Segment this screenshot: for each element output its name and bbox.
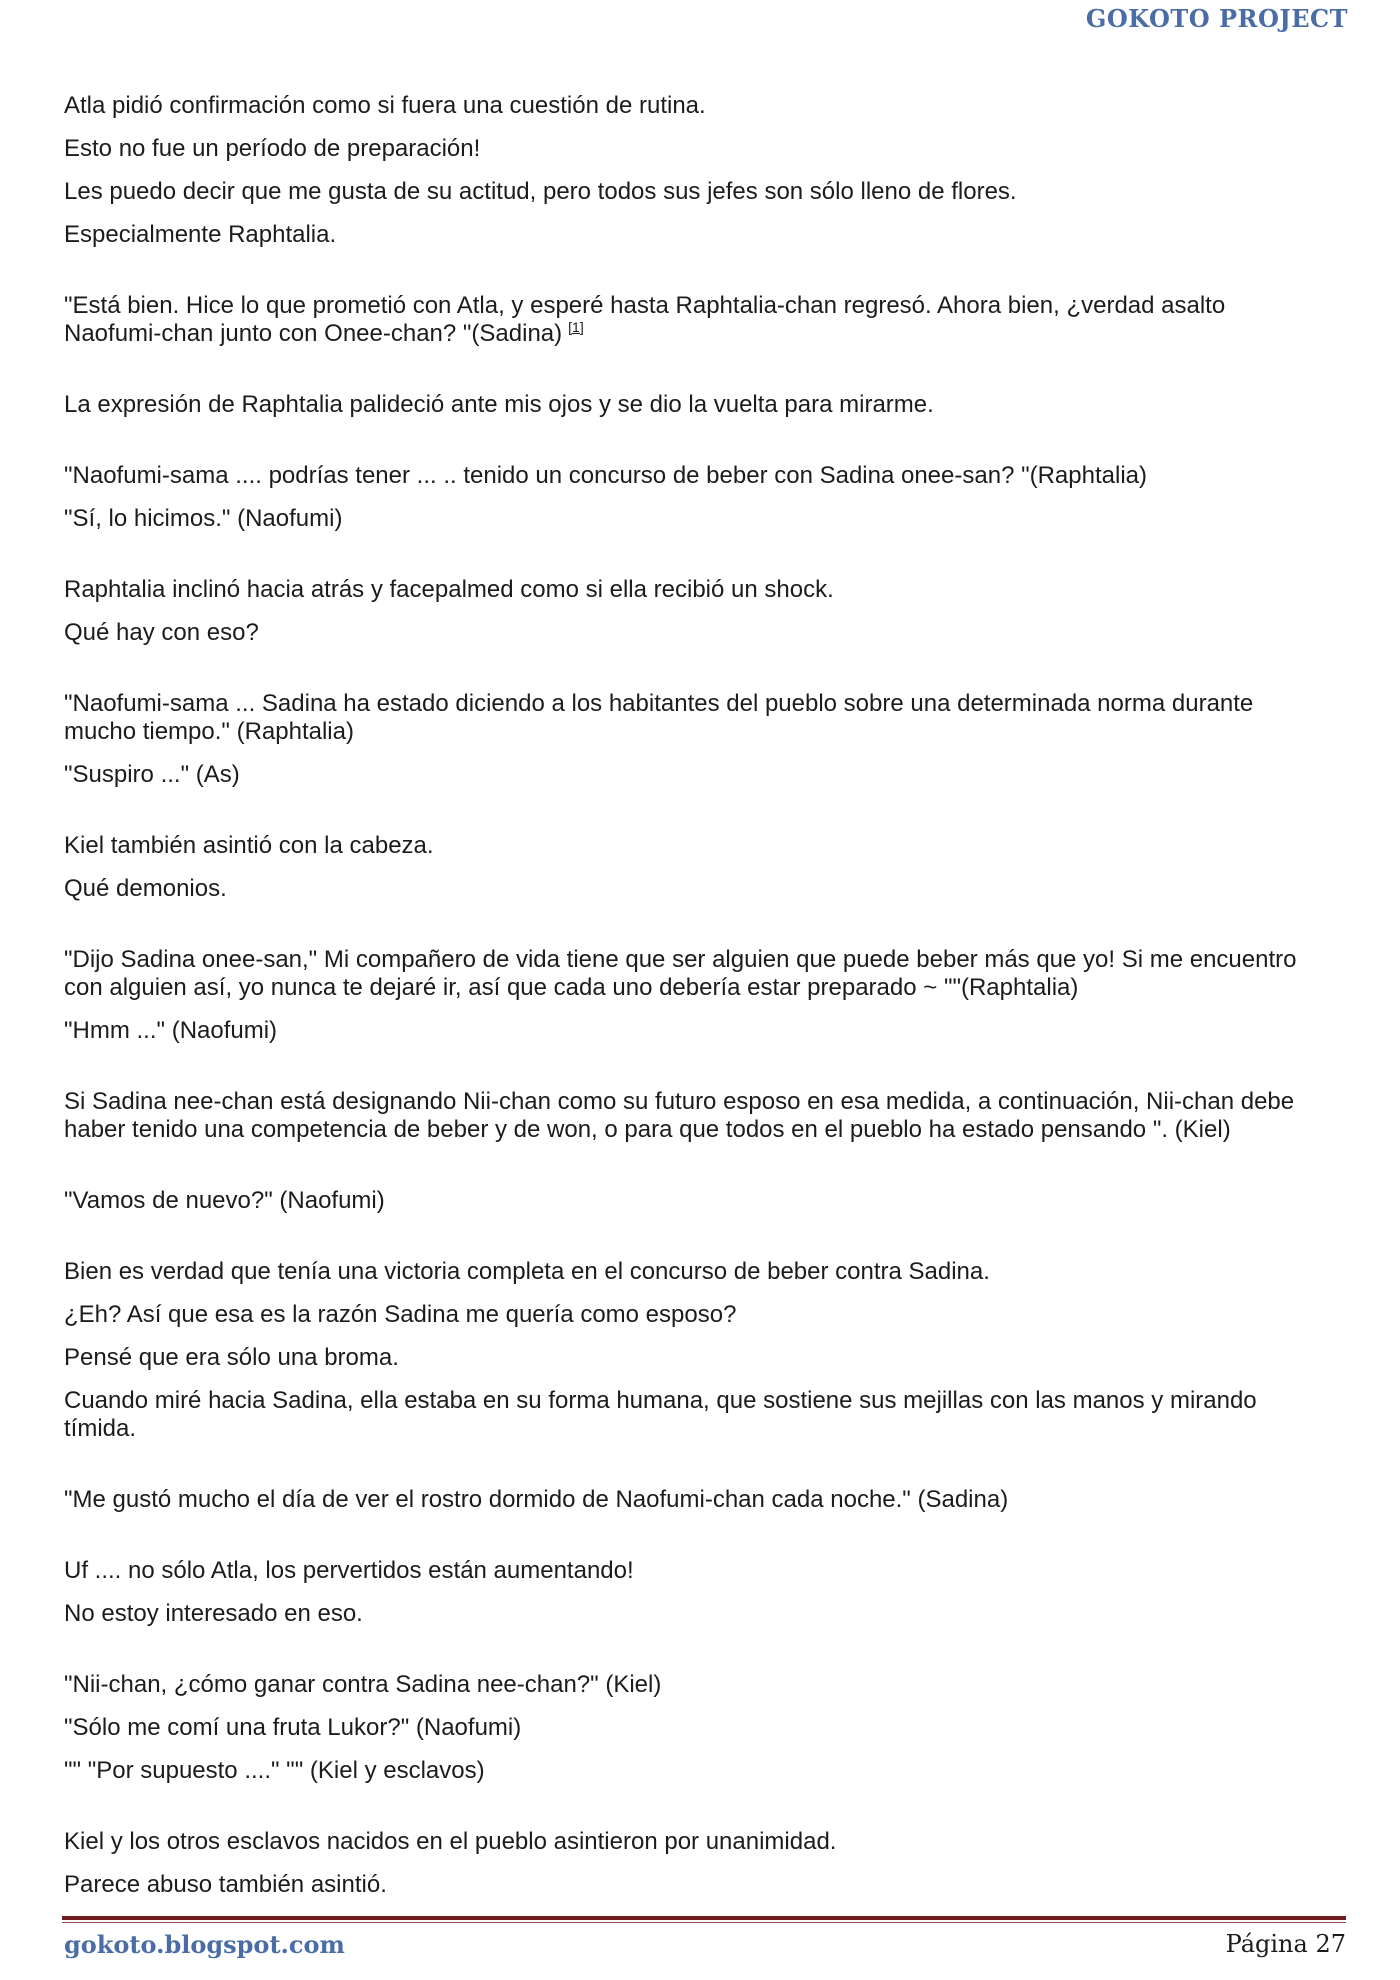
paragraph-text: Naofumi-chan junto con Onee-chan? "(Sadina)	[64, 320, 563, 347]
paragraph-line: Pensé que era sólo una broma.	[64, 1344, 399, 1371]
paragraph-line: Especialmente Raphtalia.	[64, 221, 337, 248]
paragraph-line: Bien es verdad que tenía una victoria completa en el concurso de beber contra Sadina.	[64, 1258, 990, 1285]
paragraph-line: Les puedo decir que me gusta de su actitud, pero todos sus jefes son sólo lleno de flores.	[64, 178, 1017, 205]
paragraph-line: Kiel también asintió con la cabeza.	[64, 832, 434, 859]
paragraph-line: "Sólo me comí una fruta Lukor?" (Naofumi)	[64, 1714, 522, 1741]
paragraph-line: Esto no fue un período de preparación!	[64, 135, 481, 162]
document-body	[64, 92, 1354, 1899]
paragraph-line: Kiel y los otros esclavos nacidos en el pueblo asintieron por unanimidad.	[64, 1828, 837, 1855]
footer-divider	[62, 1916, 1346, 1920]
paragraph-line: "Naofumi-sama ... Sadina ha estado diciendo a los habitantes del pueblo sobre una determinada norma durante	[64, 690, 1254, 717]
paragraph-line: Uf .... no sólo Atla, los pervertidos están aumentando!	[64, 1557, 634, 1584]
paragraph-line: "Naofumi-sama .... podrías tener ... .. tenido un concurso de beber con Sadina onee-san? "(Raphtalia)	[64, 462, 1147, 489]
footer-divider-thin	[62, 1922, 1346, 1923]
paragraph-line: "Sí, lo hicimos." (Naofumi)	[64, 505, 343, 532]
paragraph-line: Si Sadina nee-chan está designando Nii-chan como su futuro esposo en esa medida, a continuación, Nii-chan debe	[64, 1088, 1295, 1115]
paragraph-line: "Me gustó mucho el día de ver el rostro dormido de Naofumi-chan cada noche." (Sadina)	[64, 1486, 1009, 1513]
paragraph-line: tímida.	[64, 1415, 137, 1442]
paragraph-line: "" "Por supuesto ...." "" (Kiel y esclavos)	[64, 1757, 485, 1784]
site-header-title: GOKOTO PROJECT	[1085, 4, 1348, 33]
paragraph-line: haber tenido una competencia de beber y de won, o para que todos en el pueblo ha estado pensando ". (Kiel)	[64, 1116, 1231, 1143]
paragraph-line: ¿Eh? Así que esa es la razón Sadina me quería como esposo?	[64, 1301, 737, 1328]
paragraph-line: La expresión de Raphtalia palideció ante mis ojos y se dio la vuelta para mirarme.	[64, 391, 934, 418]
paragraph-line: "Vamos de nuevo?" (Naofumi)	[64, 1187, 385, 1214]
footnote-link[interactable]: [1]	[568, 319, 584, 335]
paragraph-line: mucho tiempo." (Raphtalia)	[64, 718, 354, 745]
paragraph-line: "Suspiro ..." (As)	[64, 761, 240, 788]
paragraph-line: "Hmm ..." (Naofumi)	[64, 1017, 278, 1044]
paragraph-line: "Está bien. Hice lo que prometió con Atla, y esperé hasta Raphtalia-chan regresó. Ahora bien, ¿verdad asalto	[64, 292, 1226, 319]
paragraph-line: Raphtalia inclinó hacia atrás y facepalmed como si ella recibió un shock.	[64, 576, 834, 603]
blog-link[interactable]: gokoto.blogspot.com	[64, 1930, 345, 1959]
paragraph-line: Atla pidió confirmación como si fuera una cuestión de rutina.	[64, 92, 706, 119]
paragraph-line: Cuando miré hacia Sadina, ella estaba en su forma humana, que sostiene sus mejillas con las manos y mirando	[64, 1387, 1257, 1414]
paragraph-line: No estoy interesado en eso.	[64, 1600, 363, 1627]
paragraph-line: Qué demonios.	[64, 875, 227, 902]
page-number: Página 27	[1225, 1930, 1346, 1958]
paragraph-line: Qué hay con eso?	[64, 619, 259, 646]
paragraph-line: "Nii-chan, ¿cómo ganar contra Sadina nee-chan?" (Kiel)	[64, 1671, 662, 1698]
paragraph-line: "Dijo Sadina onee-san," Mi compañero de vida tiene que ser alguien que puede beber más que yo! Si me encuentro	[64, 946, 1297, 973]
paragraph-line: con alguien así, yo nunca te dejaré ir, así que cada uno debería estar preparado ~ ""(Raphtalia)	[64, 974, 1079, 1001]
paragraph-line: Parece abuso también asintió.	[64, 1871, 387, 1898]
paragraph-line-with-footnote	[64, 320, 1354, 348]
